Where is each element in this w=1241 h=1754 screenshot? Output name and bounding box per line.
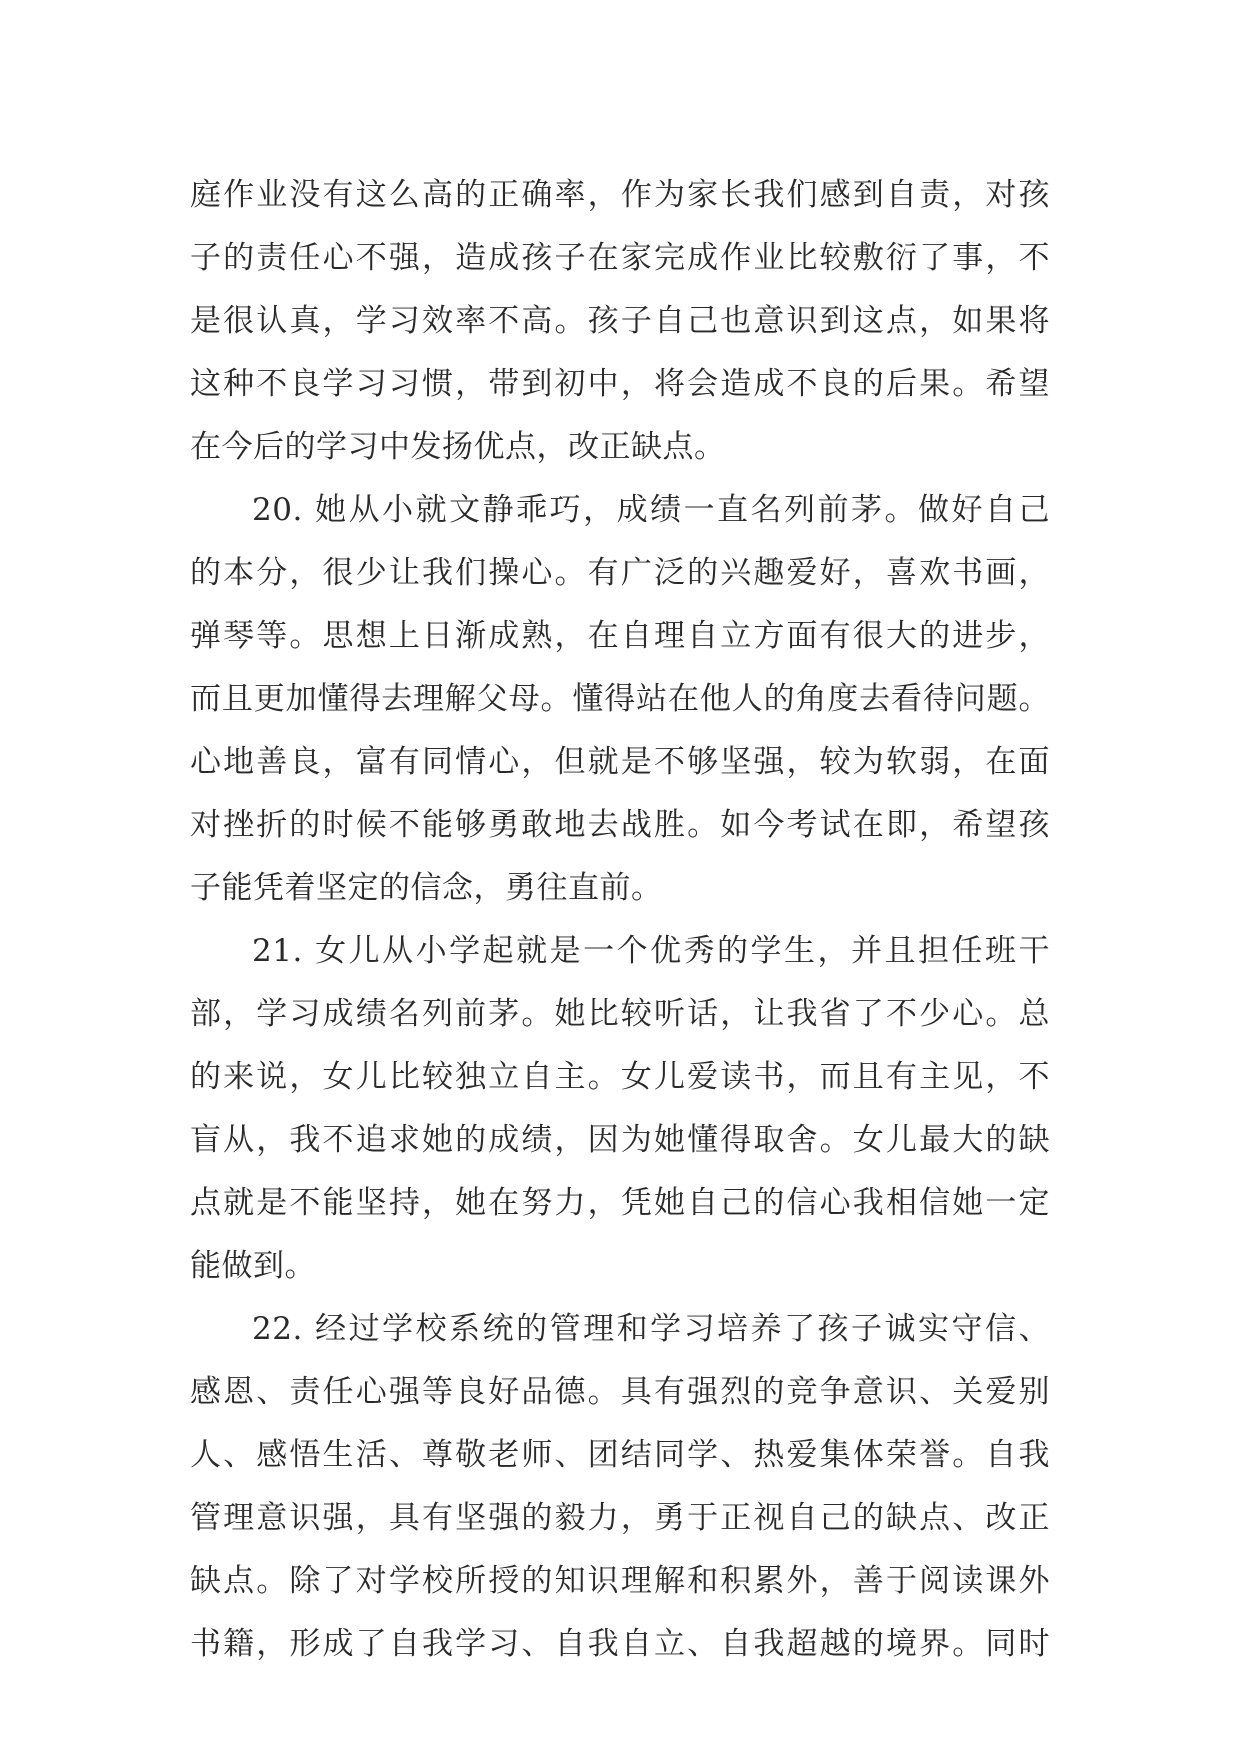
document-body [190, 164, 1050, 1676]
text-line: 庭作业没有这么高的正确率，作为家长我们感到自责，对孩 [190, 177, 1050, 213]
text-line: 21. 女儿从小学起就是一个优秀的学生，并且担任班干 [252, 933, 1050, 969]
text-line: 书籍，形成了自我学习、自我自立、自我超越的境界。同时 [190, 1626, 1050, 1662]
text-line: 缺点。除了对学校所授的知识理解和积累外，善于阅读课外 [190, 1563, 1050, 1599]
text-line: 20. 她从小就文静乖巧，成绩一直名列前茅。做好自己 [252, 492, 1050, 528]
text-line: 而且更加懂得去理解父母。懂得站在他人的角度去看待问题。 [190, 681, 1050, 717]
paragraph [190, 920, 1050, 1298]
text-line: 管理意识强，具有坚强的毅力，勇于正视自己的缺点、改正 [190, 1500, 1050, 1536]
text-line: 盲从，我不追求她的成绩，因为她懂得取舍。女儿最大的缺 [190, 1122, 1050, 1158]
text-line: 子的责任心不强，造成孩子在家完成作业比较敷衍了事，不 [190, 240, 1050, 276]
text-line: 人、感悟生活、尊敬老师、团结同学、热爱集体荣誉。自我 [190, 1437, 1050, 1473]
text-line: 部，学习成绩名列前茅。她比较听话，让我省了不少心。总 [190, 996, 1050, 1032]
text-line: 对挫折的时候不能够勇敢地去战胜。如今考试在即，希望孩 [190, 807, 1050, 843]
text-line: 这种不良学习习惯，带到初中，将会造成不良的后果。希望 [190, 366, 1050, 402]
text-line: 在今后的学习中发扬优点，改正缺点。 [190, 429, 726, 465]
text-line: 是很认真，学习效率不高。孩子自己也意识到这点，如果将 [190, 303, 1050, 339]
text-line: 点就是不能坚持，她在努力，凭她自己的信心我相信她一定 [190, 1185, 1050, 1221]
text-line: 弹琴等。思想上日渐成熟，在自理自立方面有很大的进步， [190, 618, 1050, 654]
text-line: 子能凭着坚定的信念，勇往直前。 [190, 870, 663, 906]
paragraph [190, 1298, 1050, 1676]
paragraph [190, 164, 1050, 479]
text-line: 的来说，女儿比较独立自主。女儿爱读书，而且有主见，不 [190, 1059, 1050, 1095]
text-line: 的本分，很少让我们操心。有广泛的兴趣爱好，喜欢书画， [190, 555, 1050, 591]
paragraph [190, 479, 1050, 920]
text-line: 22. 经过学校系统的管理和学习培养了孩子诚实守信、 [252, 1311, 1050, 1347]
text-line: 能做到。 [190, 1248, 316, 1284]
text-line: 感恩、责任心强等良好品德。具有强烈的竞争意识、关爱别 [190, 1374, 1050, 1410]
text-line: 心地善良，富有同情心，但就是不够坚强，较为软弱，在面 [190, 744, 1050, 780]
